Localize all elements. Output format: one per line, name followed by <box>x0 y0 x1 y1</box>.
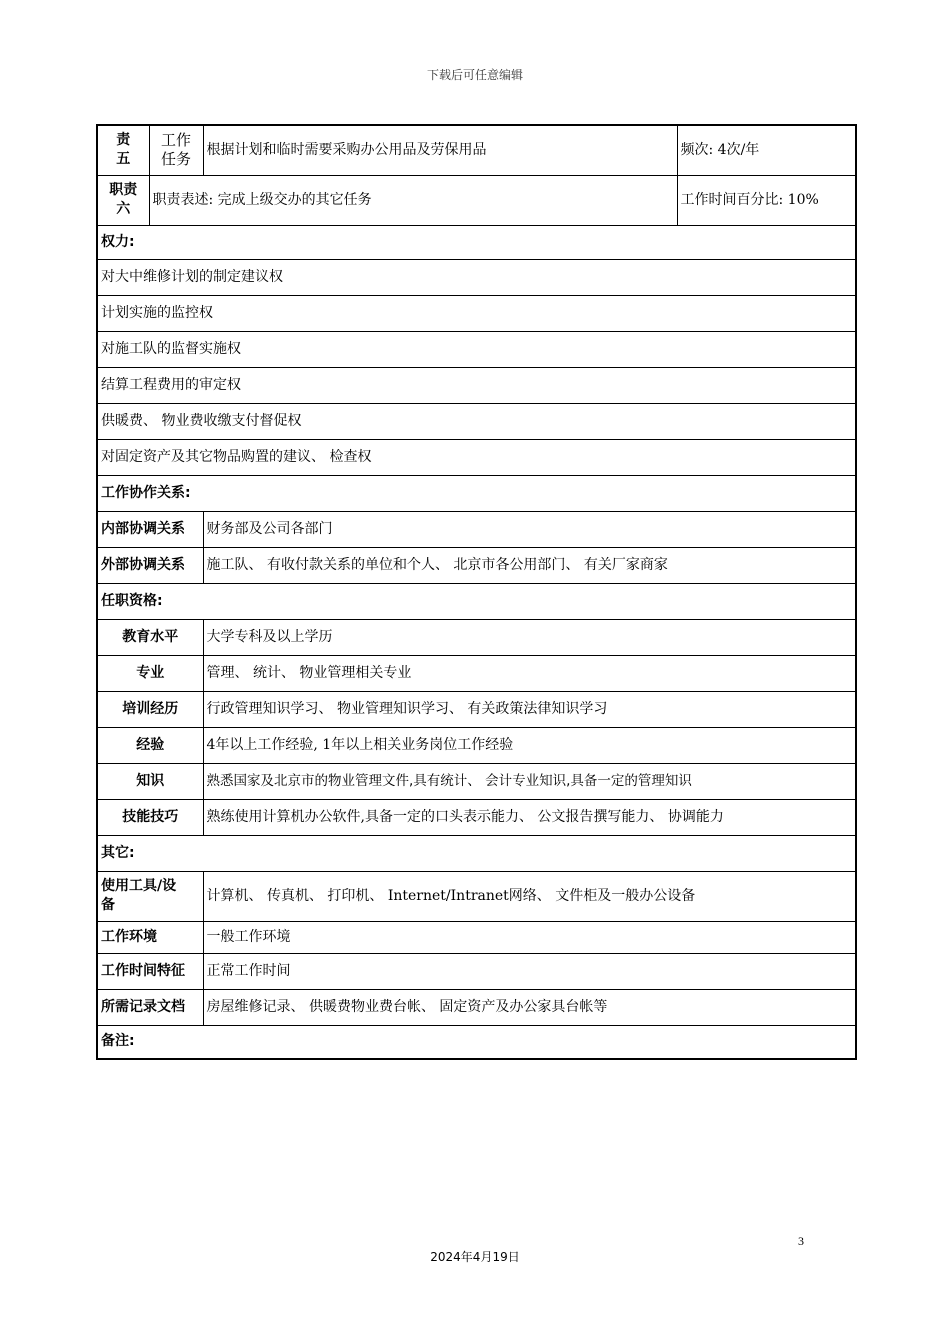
qualification-value: 管理、 统计、 物业管理相关专业 <box>203 655 856 691</box>
internal-coordination-row <box>97 511 856 547</box>
duty-five-row <box>97 125 856 175</box>
work-time-row <box>97 953 856 989</box>
qualification-value: 4年以上工作经验, 1年以上相关业务岗位工作经验 <box>203 727 856 763</box>
external-coordination-row <box>97 547 856 583</box>
qualification-row <box>97 619 856 655</box>
qualification-label: 教育水平 <box>97 619 203 655</box>
environment-row <box>97 921 856 953</box>
documents-row <box>97 989 856 1025</box>
duty-five-sublabel <box>149 125 203 175</box>
others-section-row <box>97 835 856 871</box>
qualifications-title: 任职资格: <box>97 583 856 619</box>
powers-title: 权力: <box>97 225 856 259</box>
work-time-label: 工作时间特征 <box>97 953 203 989</box>
documents-value: 房屋维修记录、 供暖费物业费台帐、 固定资产及办公家具台帐等 <box>203 989 856 1025</box>
tools-row <box>97 871 856 921</box>
duty-five-frequency: 频次: 4次/年 <box>677 125 856 175</box>
duty-five-text: 根据计划和临时需要采购办公用品及劳保用品 <box>203 125 677 175</box>
page-number: 3 <box>798 1234 804 1248</box>
power-row <box>97 259 856 295</box>
environment-label: 工作环境 <box>97 921 203 953</box>
cooperation-title: 工作协作关系: <box>97 475 856 511</box>
footer-date: 2024年4月19日 <box>430 1250 520 1264</box>
power-row <box>97 331 856 367</box>
duty-five-label <box>97 125 149 175</box>
header-note: 下载后可任意编辑 <box>426 68 523 82</box>
powers-section-row <box>97 225 856 259</box>
power-row <box>97 295 856 331</box>
qualification-value: 熟悉国家及北京市的物业管理文件,具有统计、 会计专业知识,具备一定的管理知识 <box>203 763 856 799</box>
internal-coordination-label: 内部协调关系 <box>97 511 203 547</box>
qualification-row <box>97 727 856 763</box>
duty-six-label-line2: 六 <box>116 201 131 217</box>
qualification-row <box>97 691 856 727</box>
power-row <box>97 439 856 475</box>
duty-five-sublabel-line2: 任务 <box>160 150 191 169</box>
qualification-label: 专业 <box>97 655 203 691</box>
power-row <box>97 403 856 439</box>
power-item: 对固定资产及其它物品购置的建议、 检查权 <box>97 439 856 475</box>
duty-five-label-line1: 责 <box>116 132 131 149</box>
tools-label-line2: 备 <box>101 897 115 913</box>
duty-six-label-line1: 职责 <box>109 182 138 198</box>
environment-value: 一般工作环境 <box>203 921 856 953</box>
qualification-label: 培训经历 <box>97 691 203 727</box>
documents-label: 所需记录文档 <box>97 989 203 1025</box>
duty-six-row <box>97 175 856 225</box>
work-time-value: 正常工作时间 <box>203 953 856 989</box>
qualification-value: 大学专科及以上学历 <box>203 619 856 655</box>
qualifications-section-row <box>97 583 856 619</box>
tools-value: 计算机、 传真机、 打印机、 Internet/Intranet网络、 文件柜及一般办公设备 <box>203 871 856 921</box>
remarks-title: 备注: <box>97 1025 856 1059</box>
duty-six-text: 职责表述: 完成上级交办的其它任务 <box>149 175 677 225</box>
tools-label <box>97 871 203 921</box>
duty-five-label-line2: 五 <box>116 151 131 168</box>
tools-label-line1: 使用工具/设 <box>101 878 177 894</box>
job-description-table <box>96 124 857 1060</box>
qualification-row <box>97 763 856 799</box>
qualification-label: 知识 <box>97 763 203 799</box>
power-item: 结算工程费用的审定权 <box>97 367 856 403</box>
qualification-row <box>97 799 856 835</box>
internal-coordination-value: 财务部及公司各部门 <box>203 511 856 547</box>
power-item: 对大中维修计划的制定建议权 <box>97 259 856 295</box>
qualification-label: 经验 <box>97 727 203 763</box>
power-item: 供暖费、 物业费收缴支付督促权 <box>97 403 856 439</box>
power-item: 计划实施的监控权 <box>97 295 856 331</box>
qualification-label: 技能技巧 <box>97 799 203 835</box>
remarks-section-row <box>97 1025 856 1059</box>
qualification-value: 熟练使用计算机办公软件,具备一定的口头表示能力、 公文报告撰写能力、 协调能力 <box>203 799 856 835</box>
power-row <box>97 367 856 403</box>
external-coordination-label: 外部协调关系 <box>97 547 203 583</box>
duty-five-sublabel-line1: 工作 <box>160 131 191 150</box>
power-item: 对施工队的监督实施权 <box>97 331 856 367</box>
cooperation-section-row <box>97 475 856 511</box>
qualification-row <box>97 655 856 691</box>
qualification-value: 行政管理知识学习、 物业管理知识学习、 有关政策法律知识学习 <box>203 691 856 727</box>
external-coordination-value: 施工队、 有收付款关系的单位和个人、 北京市各公用部门、 有关厂家商家 <box>203 547 856 583</box>
duty-six-time: 工作时间百分比: 10% <box>677 175 856 225</box>
others-title: 其它: <box>97 835 856 871</box>
duty-six-label <box>97 175 149 225</box>
